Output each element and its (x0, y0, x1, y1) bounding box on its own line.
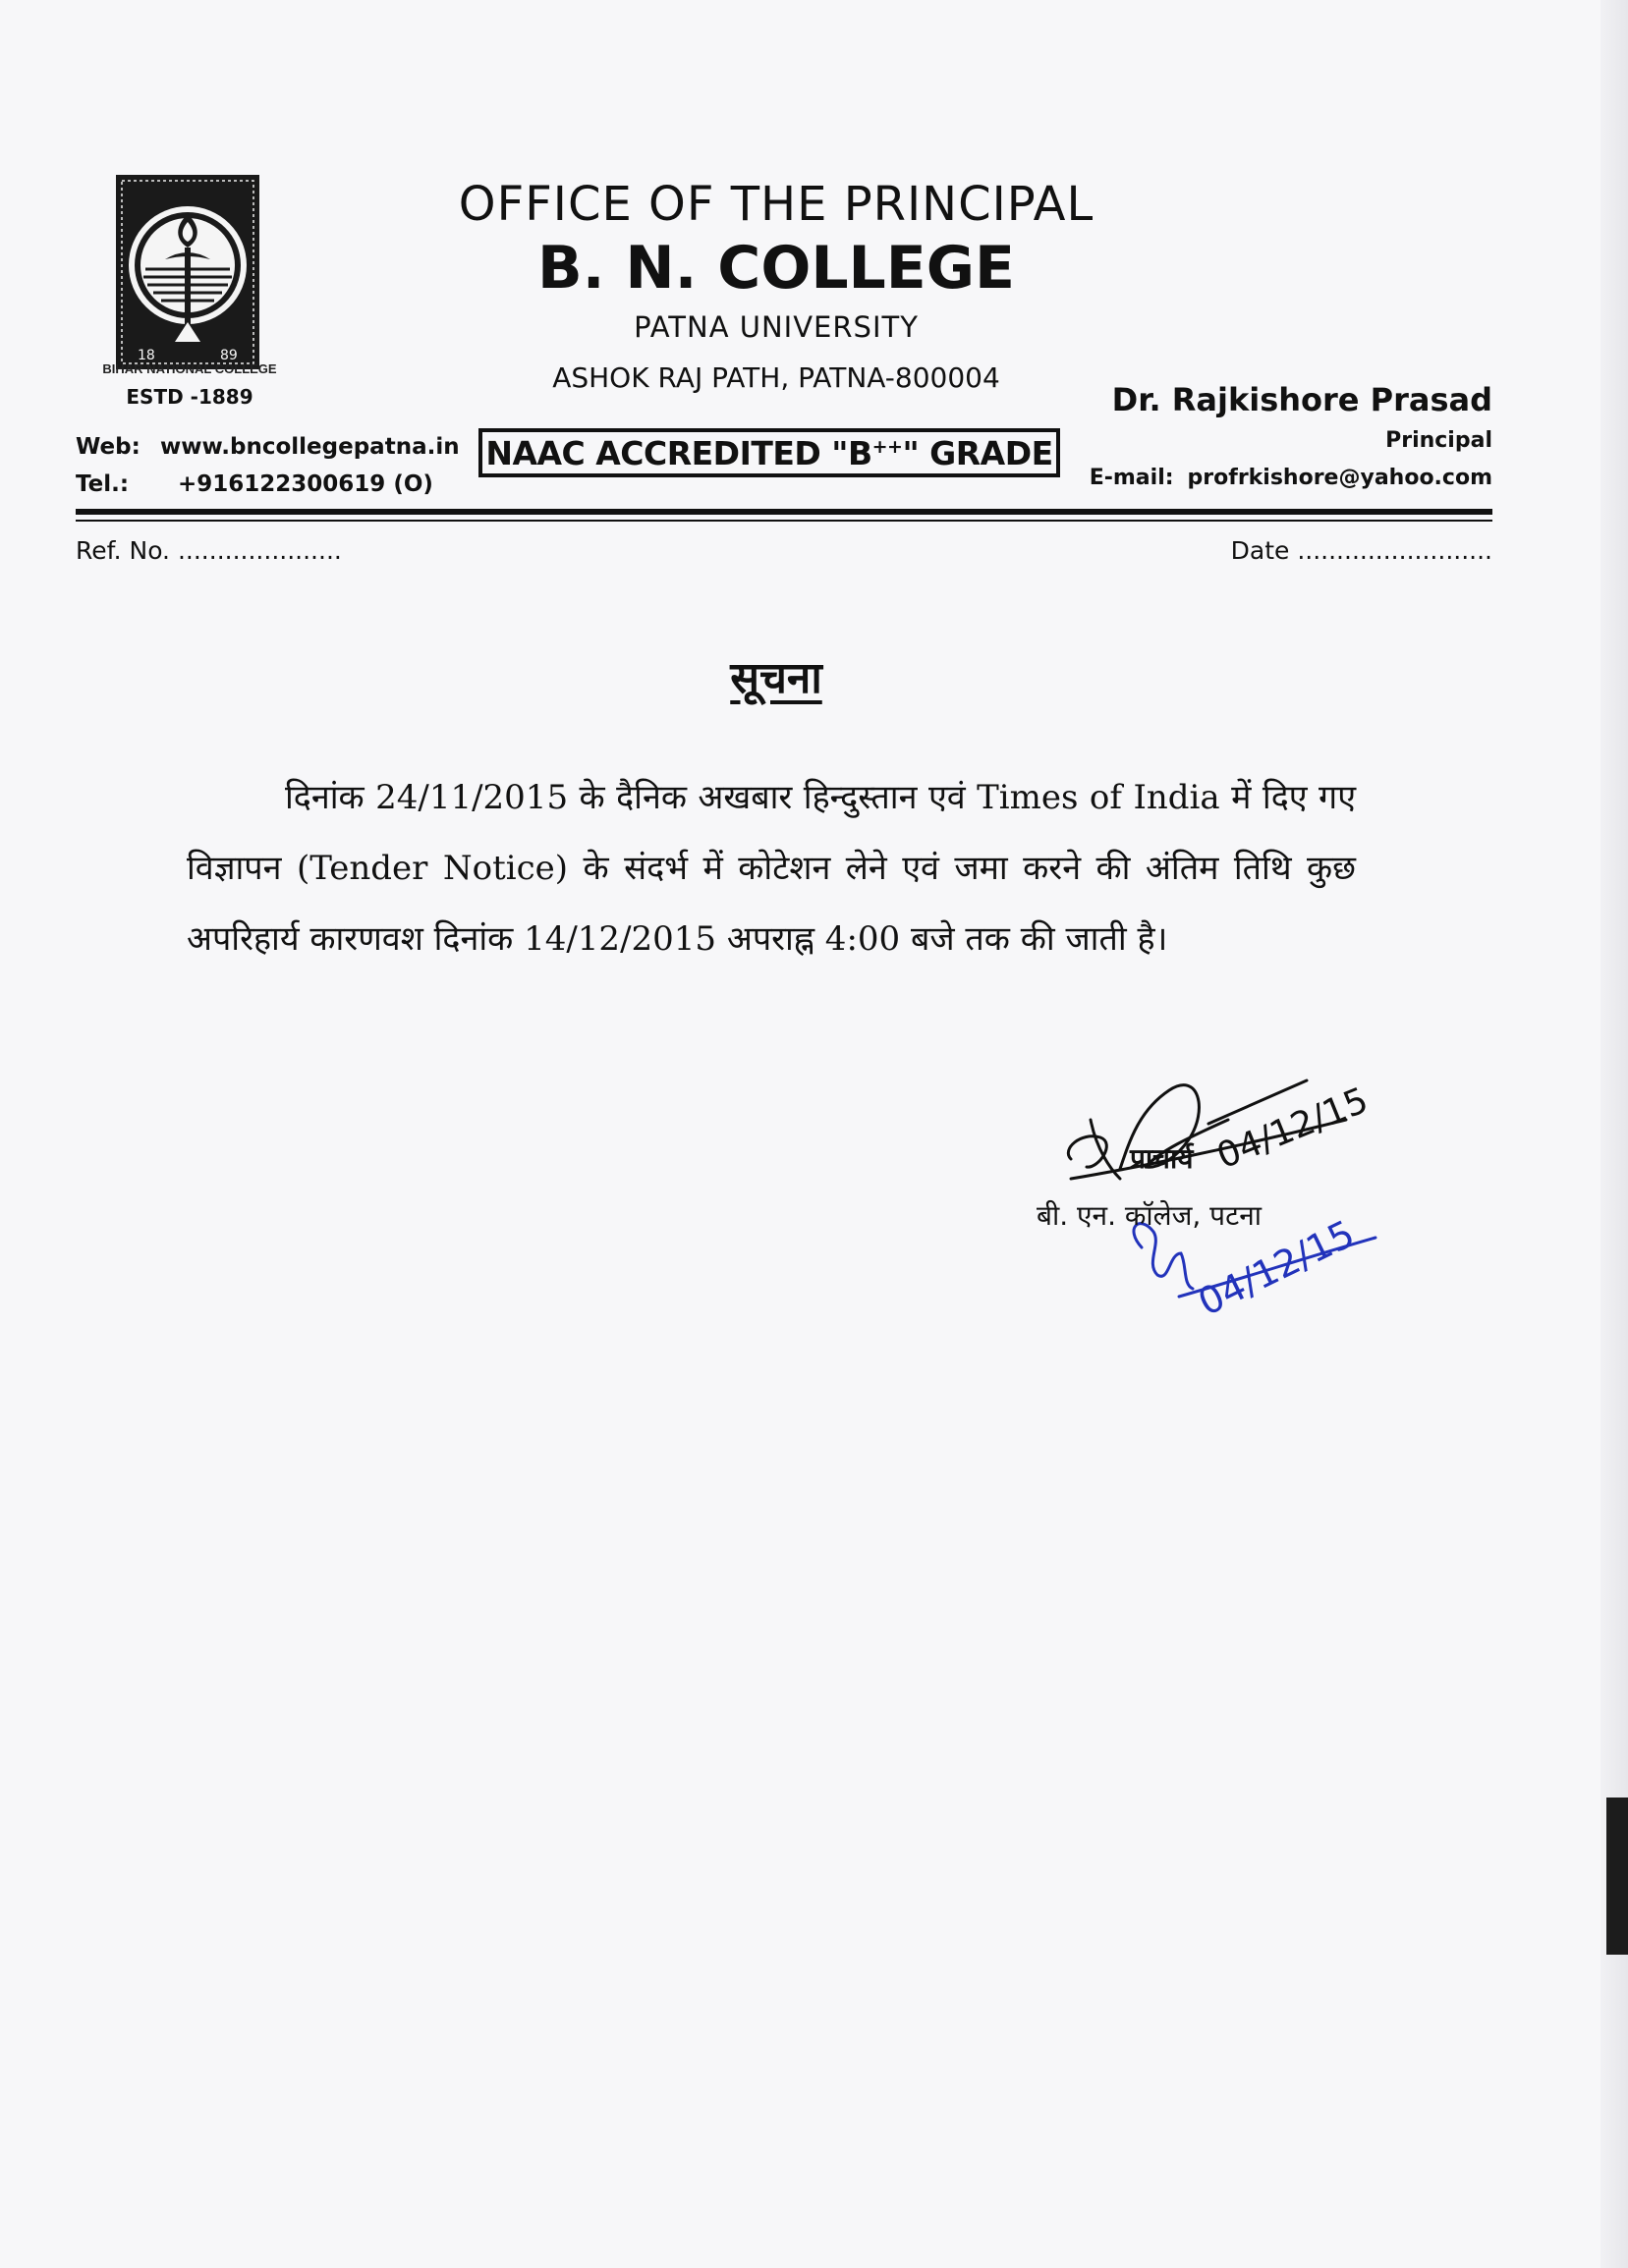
college-name: B. N. COLLEGE (536, 234, 1016, 303)
establishment-year: ESTD -1889 (126, 385, 253, 409)
college-logo (116, 175, 259, 369)
header-divider-thin (76, 520, 1492, 522)
email-link[interactable]: profrkishore@yahoo.com (1187, 466, 1492, 490)
signatory-title: प्राचार्य (1130, 1142, 1194, 1175)
principal-name: Dr. Rajkishore Prasad (1111, 381, 1492, 418)
naac-grade-superscript: ++ (871, 436, 903, 458)
web-label: Web: (76, 434, 140, 460)
naac-text-suffix: " GRADE (902, 434, 1053, 472)
university-name: PATNA UNIVERSITY (634, 310, 919, 344)
contact-block-left (76, 428, 478, 503)
naac-text-prefix: NAAC ACCREDITED "B (485, 434, 872, 472)
signatory-organization: बी. एन. कॉलेज, पटना (1037, 1199, 1262, 1232)
tel-label: Tel.: (76, 471, 130, 497)
page-edge (1600, 0, 1628, 2268)
website-link[interactable]: www.bncollegepatna.in (160, 434, 460, 460)
email-label: E-mail: (1089, 466, 1174, 490)
principal-role: Principal (1385, 428, 1492, 453)
logo-caption: BIHAR NATIONAL COLLEGE (102, 361, 277, 376)
scanner-edge-mark (1606, 1798, 1628, 1955)
svg-text:18: 18 (138, 348, 155, 363)
college-address: ASHOK RAJ PATH, PATNA-800004 (552, 361, 1000, 394)
telephone-number: +916122300619 (O) (178, 471, 433, 497)
notice-heading: सूचना (730, 653, 822, 703)
signature-date-blue: 04/12/15 (1191, 1211, 1362, 1325)
reference-number-field: Ref. No. ..................... (76, 536, 342, 565)
svg-text:89: 89 (220, 348, 238, 363)
signature-date-black: 04/12/15 (1211, 1079, 1375, 1178)
handwritten-signature (1051, 1022, 1385, 1355)
date-field: Date ......................... (1230, 536, 1492, 565)
office-title: OFFICE OF THE PRINCIPAL (458, 177, 1095, 232)
tel-row (76, 466, 478, 503)
email-row (942, 466, 1492, 490)
header-divider-thick (76, 509, 1492, 515)
web-row (76, 428, 478, 466)
notice-body: दिनांक 24/11/2015 के दैनिक अखबार हिन्दुस्तान एवं Times of India में दिए गए विज्ञापन (Tender Notice) के संदर्भ में कोटेशन लेने एवं जमा करने की अंतिम तिथि कुछ अपरिहार्य कारणवश दिनांक 14/12/2015 अपराह्न 4:00 बजे तक की जाती है। (187, 778, 1356, 959)
